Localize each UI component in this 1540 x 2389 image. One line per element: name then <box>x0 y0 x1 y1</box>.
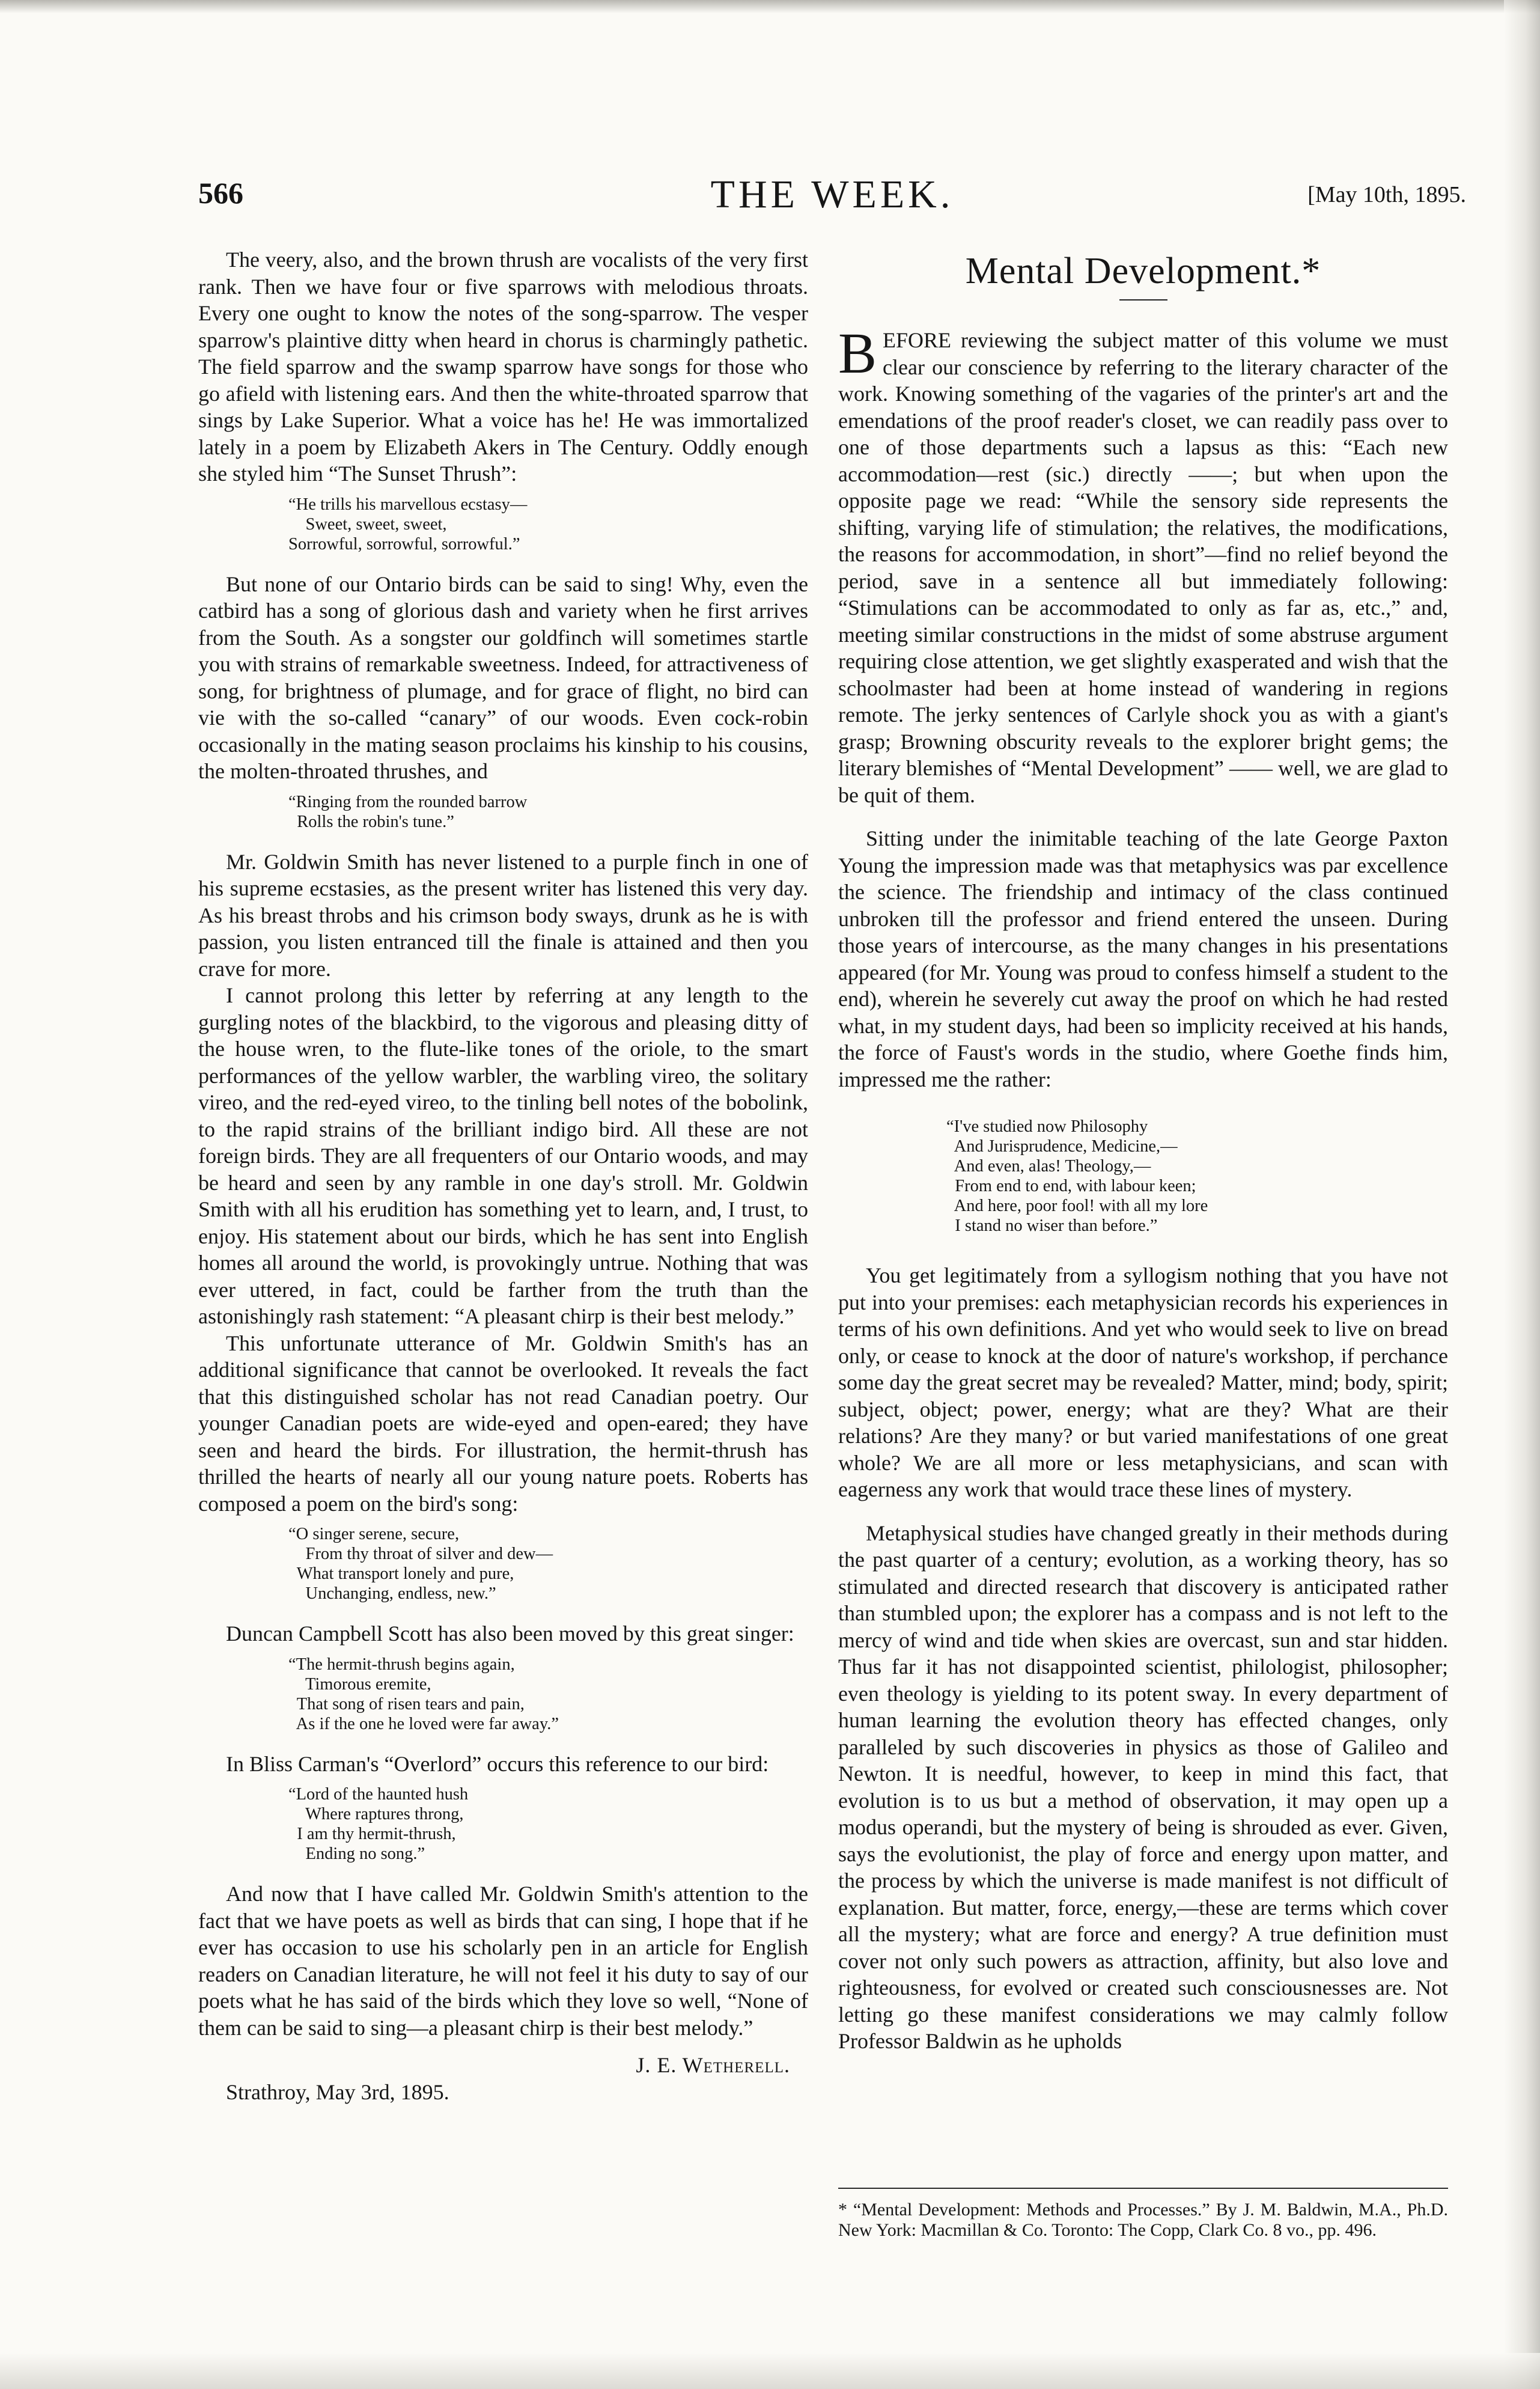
paragraph: This unfortunate utterance of Mr. Goldwin Smith's has an additional significance that cannot be overlooked. It reveals the fact that this distinguished scholar has not read Canadian poetry. Our younger Canadian poets are wide-eyed and open-eared; they have seen and heard the birds. For illustration, the hermit-thrush has thrilled the hearts of nearly all our young nature poets. Roberts has composed a poem on the bird's song: <box>198 1331 808 1516</box>
signature: J. E. Wetherell. <box>636 2053 790 2077</box>
paragraph: Metaphysical studies have changed greatly in their methods during the past quarter of a century; evolution, as a working theory, has so stimulated and directed research that discovery is anticipated rather than stumbled upon; the explorer has a compass and is not left to the mercy of wind and tide when skies are overcast, sun and star hidden. Thus far it has not disappointed scientist, philologist, philosopher; even theology is yielding to its potent sway. In every department of human learning the evolution theory has effected changes, only paralleled by such discoveries in physics as those of Galileo and Newton. It is needful, however, to keep in mind this fact, that evolution is to us but a method of observation, it may open up a modus operandi, but the mystery of being is shrouded as ever. Given, says the evolutionist, the play of force and energy upon matter, and the process by which the universe is made manifest is not difficult of explanation. But matter, force, energy,—these are terms which cover all the mystery; what are force and energy? A true definition must cover not only such powers as attraction, affinity, but also love and righteousness, for evolved or created such consciousnesses are. Not letting go these manifest considerations we may calmly follow Professor Baldwin as he upholds <box>838 1521 1448 2053</box>
paragraph: Sitting under the inimitable teaching of the late George Paxton Young the impression made was that metaphysics was par excellence the science. The friendship and intimacy of the class continued unbroken till the professor and friend entered the unseen. During those years of intercourse, as the many changes in his presentations appeared (for Mr. Young was proud to confess himself a student to the end), wherein he severely cut away the proof on which he had rested what, in my student days, had been so implicity received at his hands, the force of Faust's words in the studio, where Goethe finds him, impressed me the rather: <box>838 826 1448 1091</box>
verse-quote: “The hermit-thrush begins again, Timorous eremite, That song of risen tears and pain, As if the one he loved were far away.” <box>288 1655 559 1733</box>
paragraph: You get legitimately from a syllogism nothing that you have not put into your premises: each metaphysician records his experiences in terms of his own definitions. And yet who would seek to live on bread only, or cease to knock at the door of nature's workshop, if perchance some day the great secret may be revealed? Matter, mind; body, spirit; subject, object; power, energy; what are they? What are their relations? Are they many? or but varied manifestations of one great whole? We are all more or less metaphysicians, and scan with eagerness any work that would trace these lines of mystery. <box>838 1263 1448 1501</box>
verse-quote: “He trills his marvellous ecstasy— Sweet, sweet, sweet, Sorrowful, sorrowful, sorrowful.” <box>288 495 528 554</box>
spacer <box>838 1503 1448 1520</box>
paragraph-text: EFORE reviewing the subject matter of this volume we must clear our conscience by referring to the literary character of the work. Knowing something of the vagaries of the printer's art and the emendations of the proof reader's closet, we can readily pass over to one of those departments such a lapsus as this: “Each new accommodation—rest (sic.) directly ——; but when upon the opposite page we read: “While the sensory side represents the shifting, varying life of stimulation; the relatives, the modifications, the reasons for accommodation, in short”—find no relief beyond the period, save in a sentence all but immediately following: “Stimulations can be accommodated to only as far as, etc.,” and, meeting similar constructions in the midst of some abstruse argument requiring close attention, we get slightly exasperated and wish that the schoolmaster had been at home instead of wandering in regions remote. The jerky sentences of Carlyle shock you as with a giant's grasp; Browning obscurity reveals to the explorer bright gems; the literary blemishes of “Mental Development” —— well, we are glad to be quit of them. <box>838 328 1448 807</box>
paragraph: In Bliss Carman's “Overlord” occurs this reference to our bird: <box>226 1751 769 1776</box>
paragraph: Duncan Campbell Scott has also been moved by this great singer: <box>226 1622 794 1646</box>
title-rule <box>1119 299 1167 301</box>
page-number: 566 <box>198 176 243 210</box>
paragraph <box>838 321 1448 808</box>
verse-quote: “Ringing from the rounded barrow Rolls the robin's tune.” <box>288 792 528 831</box>
spacer <box>838 808 1448 825</box>
scan-edge-bottom <box>0 2353 1540 2389</box>
paragraph: Mr. Goldwin Smith has never listened to a purple finch in one of his supreme ecstasies, as the present writer has listened this very day. As his breast throbs and his crimson body sways, drunk as he is with passion, you listen entranced till the finale is attained and then you crave for more. <box>198 849 808 981</box>
paragraph: But none of our Ontario birds can be said to sing! Why, even the catbird has a song of glorious dash and variety when he first arrives from the South. As a songster our goldfinch will sometimes startle you with strains of remarkable sweetness. Indeed, for attractiveness of song, for brightness of plumage, and for grace of flight, no bird can vie with the so-called “canary” of our woods. Even cock-robin occasionally in the mating season proclaims his kinship to his cousins, the molten-throated thrushes, and <box>198 572 808 783</box>
verse-quote: “O singer serene, secure, From thy throat of silver and dew— What transport lonely and pure, Unchanging, endless, new.” <box>288 1525 553 1603</box>
running-head: THE WEEK. <box>710 172 954 216</box>
issue-date: [May 10th, 1895. <box>1307 182 1466 207</box>
drop-cap: B <box>838 321 877 385</box>
paragraph: And now that I have called Mr. Goldwin Smith's attention to the fact that we have poets as well as birds that can sing, I hope that if he ever has occasion to use his scholarly pen in an article for English readers on Canadian literature, he will not feel it his duty to say of our poets what he has said of the birds which they love so well, “None of them can be said to sing—a pleasant chirp is their best melody.” <box>198 1882 808 2040</box>
paragraph: The veery, also, and the brown thrush are vocalists of the very first rank. Then we have four or five sparrows with melodious throats. Every one ought to know the notes of the song-sparrow. The vesper sparrow's plaintive ditty when heard in chorus is charmingly pathetic. The field sparrow and the swamp sparrow have songs for those who go afield with listening ears. And then the white-throated sparrow that sings by Lake Superior. What a voice has he! He was immortalized lately in a poem by Elizabeth Akers in The Century. Oddly enough she styled him “The Sunset Thrush”: <box>198 248 808 486</box>
left-column <box>198 246 808 2105</box>
scan-edge-top <box>0 0 1540 13</box>
verse-quote: “I've studied now Philosophy And Jurisprudence, Medicine,— And even, alas! Theology,— From end to end, with labour keen; And here, poor fool! with all my lore I stand no wiser than before.” <box>946 1117 1208 1235</box>
place-date: Strathroy, May 3rd, 1895. <box>226 2079 449 2104</box>
footnote-rule <box>838 2188 1448 2189</box>
article-title: Mental Development.* <box>965 251 1321 291</box>
footnote: * “Mental Development: Methods and Processes.” By J. M. Baldwin, M.A., Ph.D. New York: Macmillan & Co. Toronto: The Copp, Clark Co. 8 vo., pp. 496. <box>838 2200 1448 2240</box>
verse-quote: “Lord of the haunted hush Where raptures throng, I am thy hermit-thrush, Ending no song.” <box>288 1785 469 1863</box>
paragraph: I cannot prolong this letter by referring at any length to the gurgling notes of the blackbird, to the vigorous and pleasing ditty of the house wren, to the flute-like tones of the oriole, to the smart performances of the yellow warbler, the warbling vireo, the solitary vireo, and the red-eyed vireo, to the tinling bell notes of the bobolink, to the rapid strains of the brilliant indigo bird. All these are not foreign birds. They are all frequenters of our Ontario woods, and may be heard and seen by any ramble in one day's stroll. Mr. Goldwin Smith with all his erudition has something yet to learn, and, I trust, to enjoy. His statement about our birds, which he has sent into English homes all around the world, is provokingly untrue. Nothing that was ever uttered, in fact, could be farther from the truth than the astonishingly rash statement: “A pleasant chirp is their best melody.” <box>198 983 808 1328</box>
right-column <box>838 246 1448 2055</box>
scan-edge-right <box>1504 0 1540 2389</box>
page-header <box>198 172 1466 224</box>
